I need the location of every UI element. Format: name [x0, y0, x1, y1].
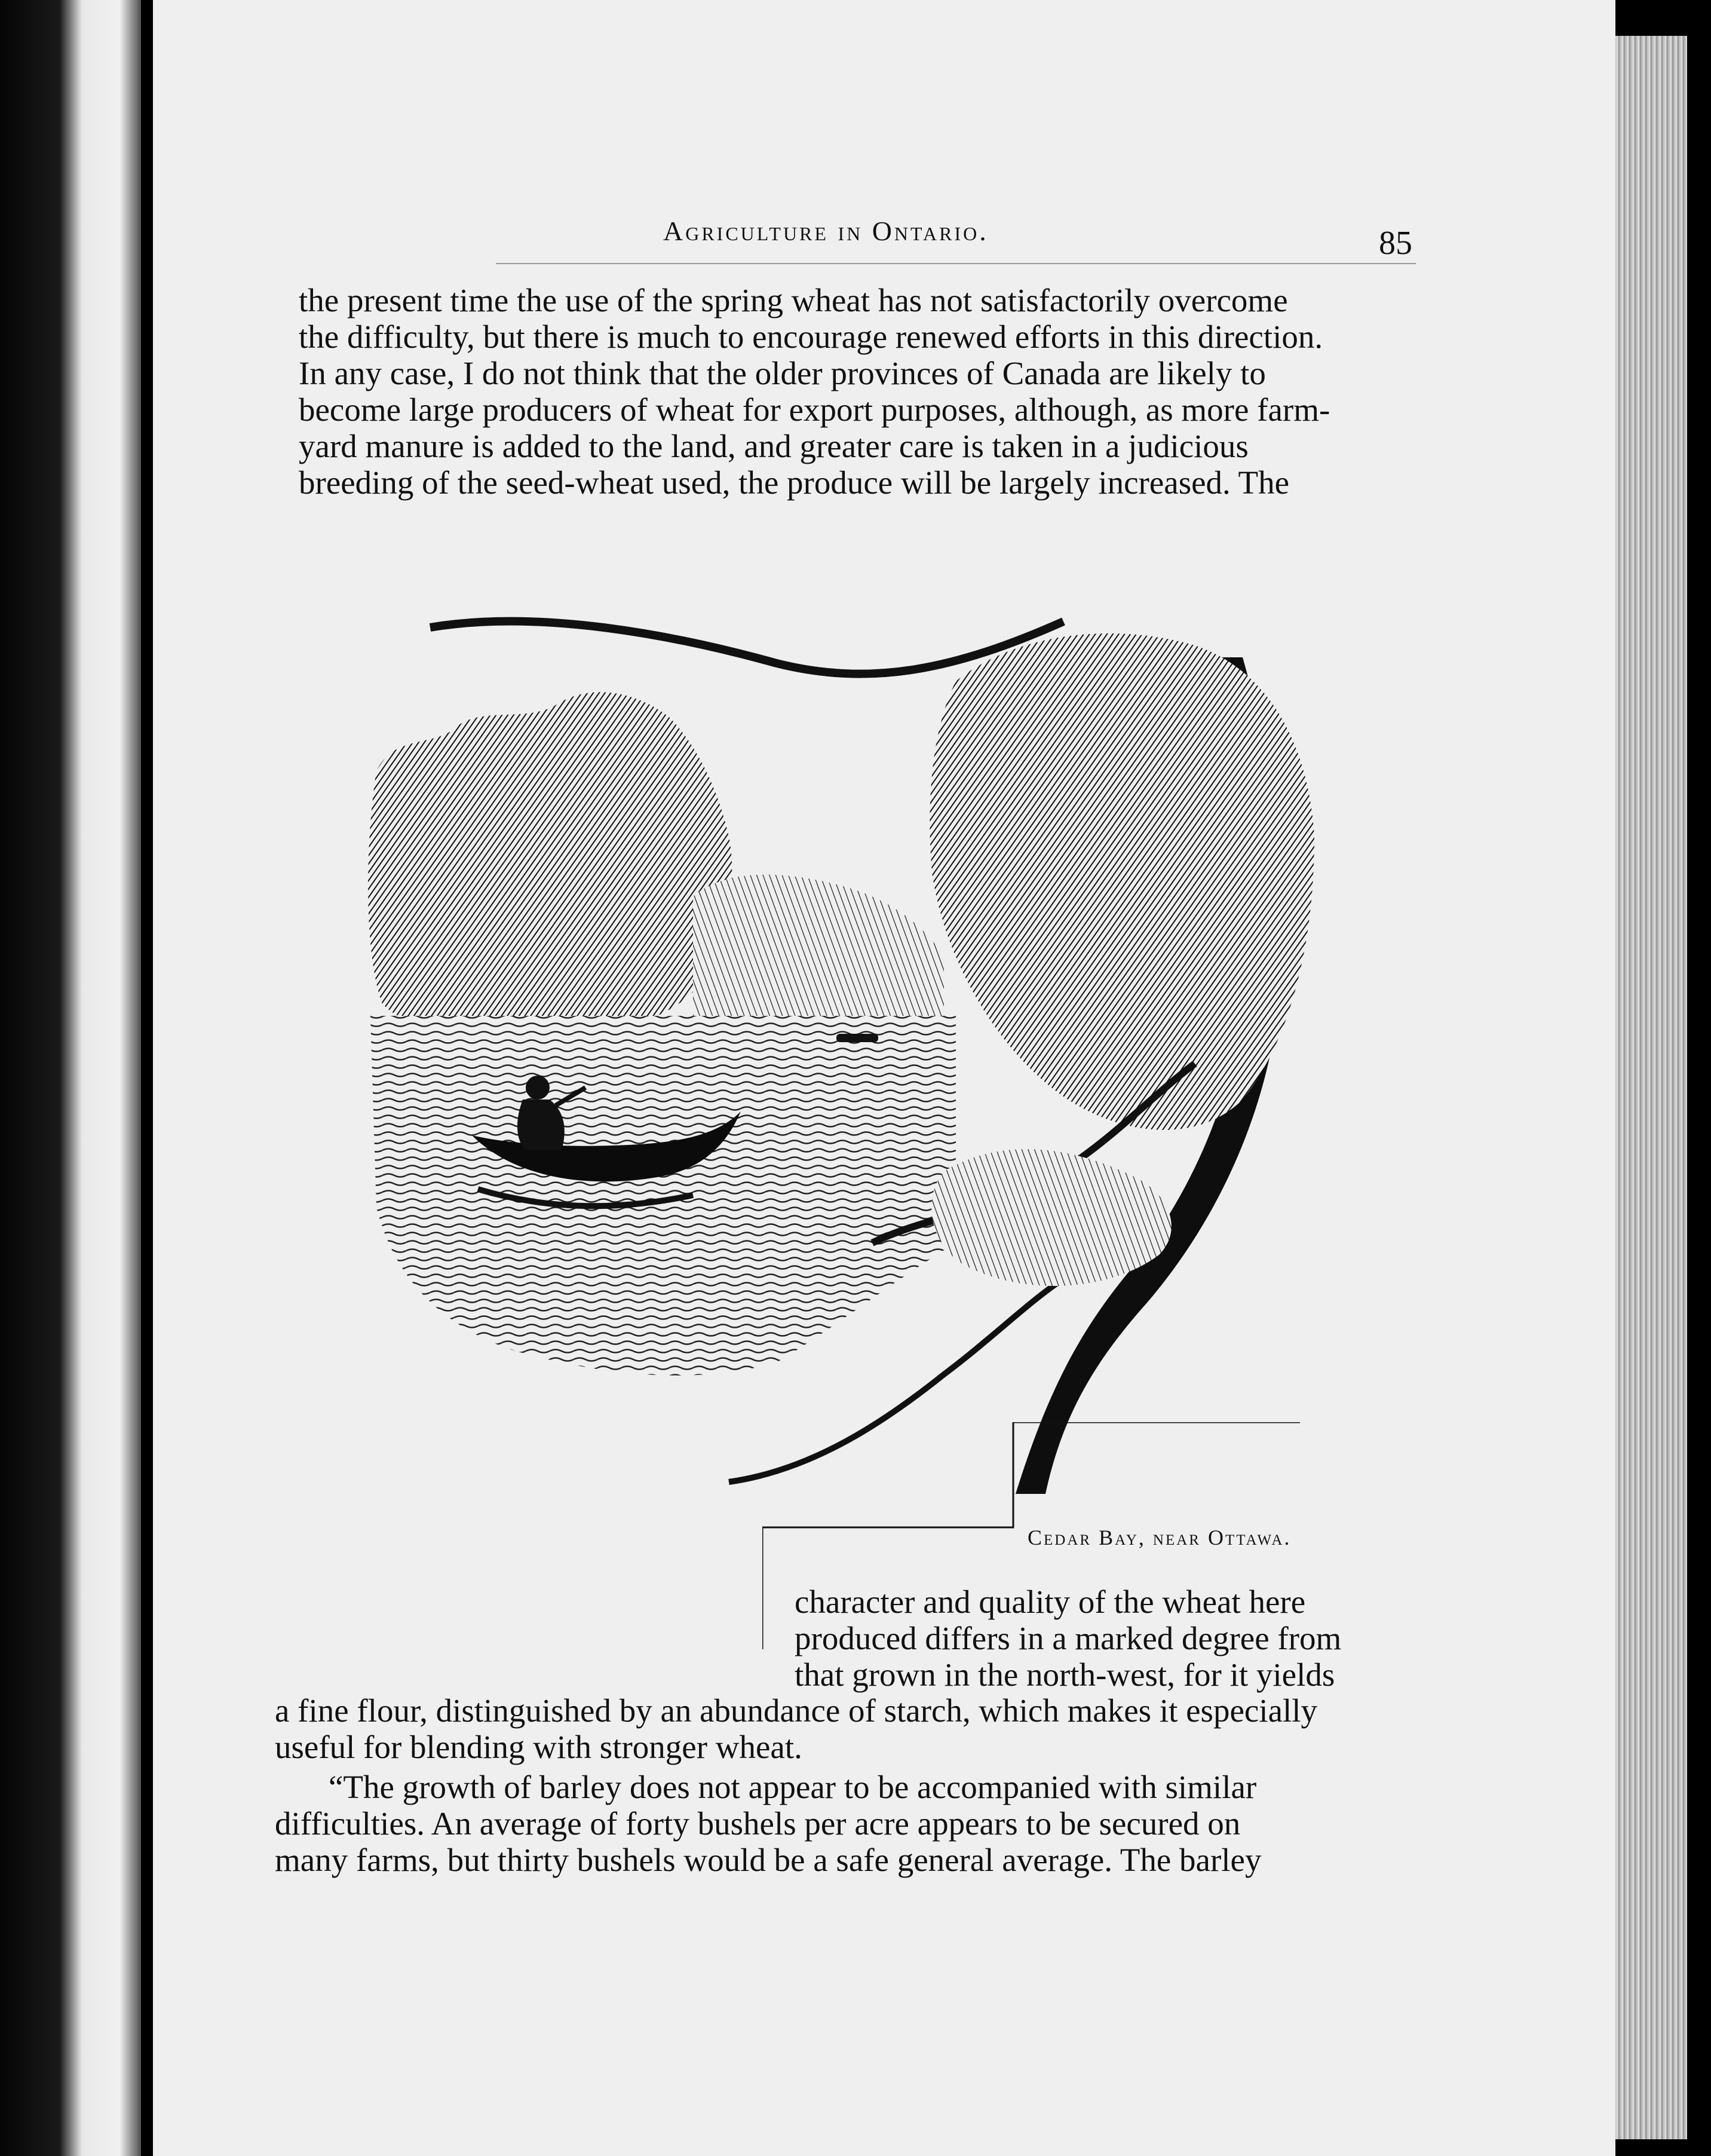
scan-edge-shadow	[1687, 0, 1711, 2156]
text-line: useful for blending with stronger wheat.	[275, 1729, 802, 1765]
text-line: many farms, but thirty bushels would be a safe general average. The barley	[275, 1842, 1262, 1878]
far-trees	[693, 875, 944, 1028]
text-line: become large producers of wheat for export purposes, although, as more farm-	[299, 391, 1330, 428]
running-header: Agriculture in Ontario.	[663, 216, 989, 246]
cedar-foliage	[930, 633, 1314, 1130]
text-line: the difficulty, but there is much to encourage renewed efforts in this direction.	[299, 318, 1323, 355]
text-line: breeding of the seed-wheat used, the produce will be largely increased. The	[299, 464, 1290, 501]
paddler-head	[526, 1076, 550, 1100]
text-line: difficulties. An average of forty bushels per acre appears to be secured on	[275, 1805, 1241, 1842]
foreground-foliage	[931, 1149, 1172, 1286]
paragraph-top	[299, 282, 1410, 501]
text-line: produced differs in a marked degree from	[795, 1620, 1342, 1656]
text-line: yard manure is added to the land, and greater care is taken in a judicious	[299, 428, 1249, 464]
header-rule	[496, 263, 1416, 264]
paragraph-barley	[275, 1769, 1386, 1878]
text-line: the present time the use of the spring wheat has not satisfactorily overcome	[299, 282, 1288, 318]
text-line: character and quality of the wheat here	[795, 1584, 1306, 1620]
page-stack-edges	[1615, 36, 1687, 2139]
text-line: “The growth of barley does not appear to be accompanied with similar	[329, 1769, 1257, 1805]
book-gutter	[141, 0, 153, 2156]
text-line: In any case, I do not think that the older provinces of Canada are likely to	[299, 355, 1266, 391]
water	[370, 1016, 956, 1376]
facing-page-edge	[0, 0, 149, 2156]
distant-boat	[836, 1034, 878, 1042]
left-forest	[368, 692, 732, 1040]
paragraph-wrap	[795, 1584, 1386, 1693]
paragraph-bottom	[275, 1692, 1386, 1765]
text-line: that grown in the north-west, for it yields	[795, 1656, 1335, 1693]
page-number: 85	[1379, 225, 1412, 262]
cedar-branch-top	[430, 621, 1063, 674]
illustration-caption: Cedar Bay, near Ottawa.	[1028, 1526, 1292, 1549]
text-line: a fine flour, distinguished by an abundance of starch, which makes it especially	[275, 1692, 1318, 1729]
